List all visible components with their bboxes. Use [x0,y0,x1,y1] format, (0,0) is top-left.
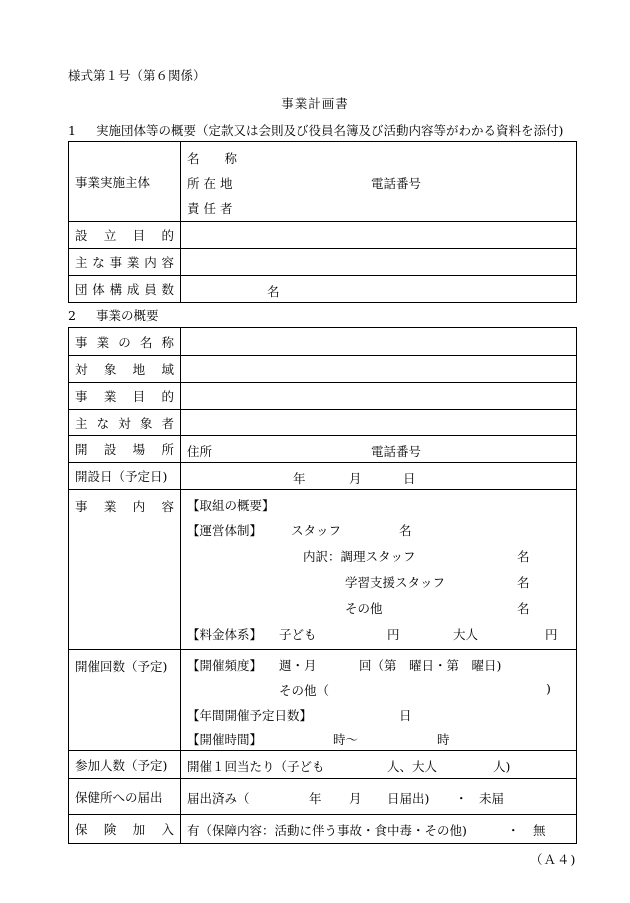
label-char: 域 [161,362,174,377]
main-business-cell[interactable] [181,249,576,275]
time-heading: 【開催時間】 [187,732,263,747]
label-char: 内 [144,255,157,270]
cooking-staff-unit: 名 [517,549,530,564]
label-char: 者 [161,415,174,431]
target-area-row [69,355,576,382]
fee-child-label: 子ども [279,627,317,642]
main-target-row [69,409,576,435]
label-char: 主 [75,415,88,431]
health-submitted-label: 届出済み（ [187,791,250,806]
section1-number: 1 [68,123,76,138]
members-label-text [75,280,174,298]
purpose-row [69,221,576,248]
other-staff-unit: 名 [517,601,530,616]
purpose-label [69,222,181,248]
venue-label [69,436,181,462]
open-date-day: 日 [403,471,416,486]
health-not-submitted: 未届 [479,791,505,806]
open-date-label: 開設日（予定日) [69,463,181,489]
label-char: 設 [75,228,88,243]
participants-label: 参加人数（予定) [69,751,181,778]
health-month: 月 [349,791,362,806]
insurance-label [69,815,181,843]
entity-label: 事業実施主体 [69,142,181,221]
staff-label: スタッフ [291,523,342,538]
insurance-yes: 有（保障内容：活動に伴う事故・食中毒・その他) [187,823,467,838]
venue-address-label: 住所 [187,444,213,459]
business-table [68,327,577,844]
label-char: 対 [75,362,88,377]
open-date-month: 月 [349,471,362,486]
label-char: な [92,255,105,270]
label-char: 業 [103,389,117,404]
cooking-staff-label: 内訳：調理スタッフ [303,549,416,564]
business-name-label-text [75,333,174,351]
label-char: 員 [144,282,157,297]
organization-table [68,141,577,303]
overview-heading: 【取組の概要】 [187,498,275,513]
label-char: 数 [161,282,174,297]
insurance-dot: ・ [507,823,520,838]
frequency-cell[interactable] [181,650,576,750]
label-char: 加 [132,822,146,837]
annual-days-unit: 日 [399,708,412,723]
participants-adult: 人、大人 [387,759,438,774]
operation-heading: 【運営体制】 [187,523,263,538]
fee-adult-label: 大人 [453,627,479,642]
label-char: 設 [103,442,117,457]
health-center-label: 保健所への届出 [69,779,181,814]
document-title: 事業計画書 [281,96,349,111]
label-char: 事 [109,255,123,270]
label-char: 事 [75,334,88,350]
content-row [69,489,576,649]
label-char: 険 [103,822,117,837]
business-name-row [69,328,576,355]
label-char: 容 [161,255,174,270]
time-to: 時 [437,732,450,747]
insurance-row [69,814,576,843]
content-label [69,490,181,649]
insurance-cell[interactable] [181,815,576,843]
label-char: 業 [126,255,140,270]
learning-staff-label: 学習支援スタッフ [345,575,446,590]
label-char: 地 [132,362,146,377]
content-cell[interactable] [181,490,576,649]
fee-heading: 【料金体系】 [187,627,263,642]
frequency-row [69,649,576,750]
venue-row [69,435,576,462]
entity-phone-label: 電話番号 [371,176,422,191]
main-target-label [69,410,181,435]
freq-other-open: その他（ [279,683,330,698]
members-unit: 名 [267,284,280,299]
week-month-label: 週・月 [279,658,317,673]
label-char: 名 [139,334,153,350]
freq-other-close: ) [546,681,551,696]
health-dot: ・ [455,791,468,806]
health-center-cell[interactable] [181,779,576,814]
open-date-year: 年 [293,471,306,486]
annual-days-heading: 【年間開催予定日数】 [187,708,313,723]
purpose-cell[interactable] [181,222,576,248]
label-char: 団 [75,282,88,297]
main-target-cell[interactable] [181,410,576,435]
entity-row [69,142,576,221]
business-purpose-cell[interactable] [181,383,576,409]
open-date-row [69,462,576,489]
section2-number: 2 [68,308,76,323]
section2-heading [68,306,159,324]
name-label: 名 称 [187,151,238,166]
label-char: 的 [161,228,174,243]
label-char: 成 [126,282,140,297]
health-center-row [69,778,576,814]
label-char: 所 [161,442,174,457]
label-char: 内 [132,499,146,514]
label-char: 対 [118,415,131,431]
content-label-text [75,497,174,515]
health-year: 年 [309,791,322,806]
frequency-label: 開催回数（予定) [69,650,181,750]
participants-row [69,750,576,778]
label-char: 容 [161,499,174,514]
members-cell[interactable] [181,276,576,302]
target-area-cell[interactable] [181,356,576,382]
label-char: 体 [92,282,105,297]
label-char: 事 [75,499,88,514]
members-label [69,276,181,302]
freq-heading: 【開催頻度】 [187,658,263,673]
main-business-label-text [75,253,174,271]
time-from: 時〜 [333,732,359,747]
participants-per-time: 開催１回当たり（子ども [187,759,325,774]
main-target-label-text [75,414,174,432]
business-purpose-label-text [75,387,174,405]
label-char: の [118,334,131,350]
entity-cell[interactable] [181,142,576,221]
venue-cell[interactable] [181,436,576,462]
business-name-label [69,328,181,355]
venue-label-text [75,440,174,458]
label-char: 目 [132,389,146,404]
fee-child-yen: 円 [387,627,400,642]
form-number: 様式第１号（第６関係） [68,68,206,83]
label-char: 称 [161,334,174,350]
staff-unit: 名 [399,523,412,538]
label-char: 場 [132,442,146,457]
label-char: 事 [75,389,88,404]
participants-cell[interactable] [181,751,576,778]
label-char: 象 [103,362,117,377]
label-char: 保 [75,822,88,837]
section1-heading [68,121,563,139]
fee-adult-yen: 円 [545,627,558,642]
business-name-cell[interactable] [181,328,576,355]
participants-close: 人) [493,759,511,774]
target-area-label [69,356,181,382]
label-char: 立 [103,228,117,243]
address-label: 所 在 地 [187,176,233,191]
section1-title: 実施団体等の概要（定款又は会則及び役員名簿及び活動内容等がわかる資料を添付) [96,123,564,138]
insurance-no: 無 [533,823,546,838]
label-char: 目 [132,228,146,243]
business-purpose-row [69,382,576,409]
label-char: な [96,415,110,431]
members-row [69,275,576,302]
main-business-label [69,249,181,275]
label-char: 業 [103,499,117,514]
page-size-note: （Ａ４) [530,852,577,867]
open-date-cell[interactable] [181,463,576,489]
label-char: 象 [139,415,153,431]
label-char: 入 [161,822,174,837]
label-char: 主 [75,255,88,270]
label-char: 的 [161,389,174,404]
label-char: 構 [109,282,123,297]
times-label: 回（第 曜日・第 曜日) [359,658,502,673]
purpose-label-text [75,226,174,244]
label-char: 業 [96,334,110,350]
insurance-label-text [75,820,174,838]
other-staff-label: その他 [345,601,383,616]
venue-phone-label: 電話番号 [371,444,422,459]
business-purpose-label [69,383,181,409]
manager-label: 責 任 者 [187,201,233,216]
label-char: 開 [75,442,88,457]
section2-title: 事業の概要 [96,308,159,323]
health-day-submitted: 日届出) [387,791,430,806]
main-business-row [69,248,576,275]
learning-staff-unit: 名 [517,575,530,590]
target-area-label-text [75,360,174,378]
